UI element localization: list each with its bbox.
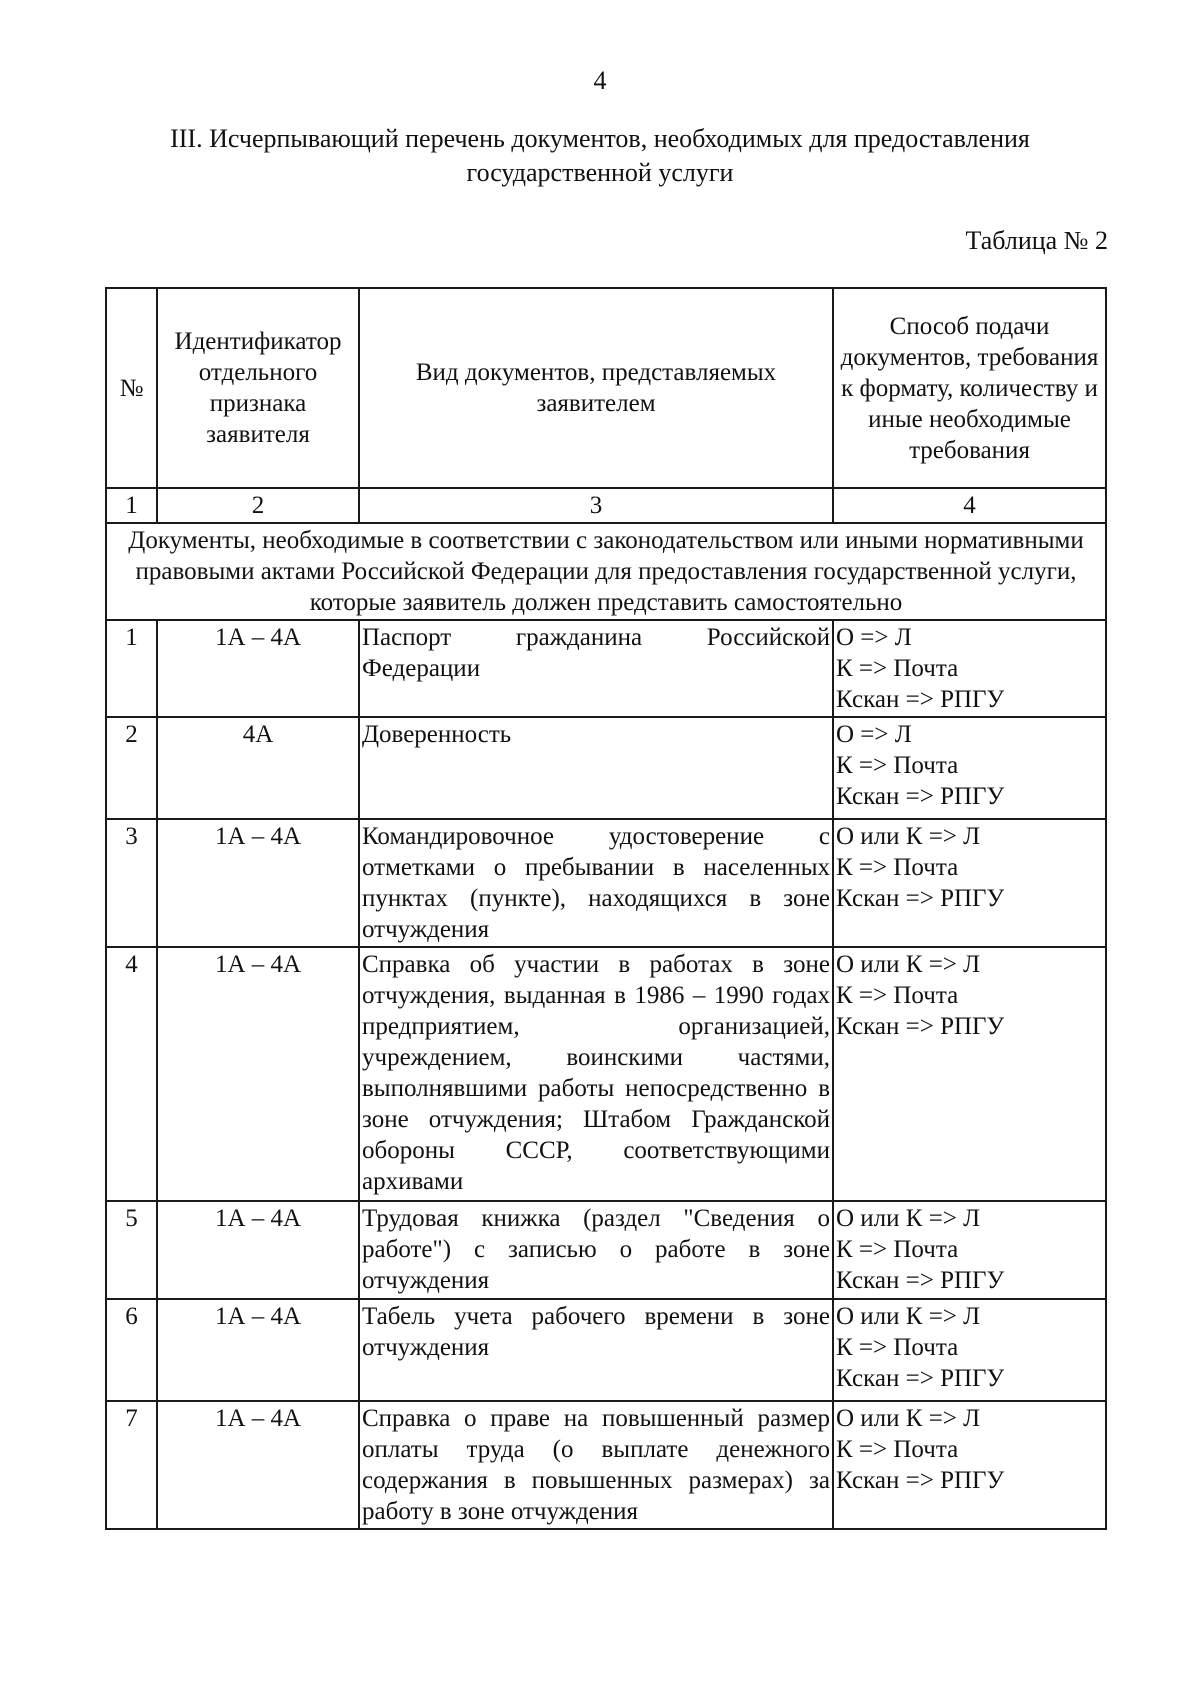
row-number: 2 <box>106 717 157 819</box>
column-numbers-row <box>106 488 1106 523</box>
column-number: 1 <box>106 488 157 523</box>
submission-method-line: Кскан => РПГУ <box>836 885 1005 912</box>
row-submission-method <box>833 620 1106 717</box>
table-caption: Таблица № 2 <box>965 226 1108 255</box>
row-document-type: Командировочное удостоверение с отметками о пребывании в населенных пунктах (пункте), находящихся в зоне отчуждения <box>359 819 833 947</box>
row-document-type: Паспорт гражданина Российской Федерации <box>359 620 833 717</box>
column-number: 3 <box>359 488 833 523</box>
row-applicant-id: 1А – 4А <box>157 819 359 947</box>
submission-method-line: О => Л <box>836 624 912 651</box>
row-document-type: Трудовая книжка (раздел "Сведения о работе") с записью о работе в зоне отчуждения <box>359 1201 833 1299</box>
submission-method-line: О или К => Л <box>836 1405 981 1432</box>
row-applicant-id: 1А – 4А <box>157 1201 359 1299</box>
column-number: 4 <box>833 488 1106 523</box>
submission-method-line: О или К => Л <box>836 1303 981 1330</box>
header-submission-method: Способ подачи документов, требования к формату, количеству и иные необходимые требования <box>833 288 1106 488</box>
row-applicant-id: 1А – 4А <box>157 620 359 717</box>
row-number: 3 <box>106 819 157 947</box>
documents-table <box>105 287 1107 1530</box>
row-submission-method <box>833 1201 1106 1299</box>
row-applicant-id: 1А – 4А <box>157 1299 359 1401</box>
submission-method-line: О или К => Л <box>836 951 981 978</box>
table-row <box>106 620 1106 717</box>
submission-method-line: К => Почта <box>836 982 959 1009</box>
submission-method-line: К => Почта <box>836 1334 959 1361</box>
section-title <box>100 122 1100 190</box>
submission-method-line: Кскан => РПГУ <box>836 783 1005 810</box>
section-heading: Документы, необходимые в соответствии с законодательством или иными нормативными правовыми актами Российской Федерации для предоставления государственной услуги, которые заявитель должен представить самостоятельно <box>106 523 1106 620</box>
row-document-type: Табель учета рабочего времени в зоне отчуждения <box>359 1299 833 1401</box>
header-document-type: Вид документов, представляемых заявителем <box>359 288 833 488</box>
row-applicant-id: 4А <box>157 717 359 819</box>
submission-method-line: О или К => Л <box>836 823 981 850</box>
table-row <box>106 947 1106 1201</box>
submission-method-line: К => Почта <box>836 1236 959 1263</box>
table-row <box>106 717 1106 819</box>
table-row <box>106 1401 1106 1529</box>
submission-method-line: Кскан => РПГУ <box>836 686 1005 713</box>
row-number: 4 <box>106 947 157 1201</box>
row-document-type: Доверенность <box>359 717 833 819</box>
header-applicant-id: Идентификатор отдельного признака заявителя <box>157 288 359 488</box>
column-number: 2 <box>157 488 359 523</box>
row-submission-method <box>833 947 1106 1201</box>
row-document-type: Справка об участии в работах в зоне отчуждения, выданная в 1986 – 1990 годах предприятием, организацией, учреждением, воинскими частями, выполнявшими работы непосредственно в зоне отчуждения; Штабом Гражданской обороны СССР, соответствующими архивами <box>359 947 833 1201</box>
submission-method-line: Кскан => РПГУ <box>836 1467 1005 1494</box>
section-heading-row <box>106 523 1106 620</box>
row-number: 1 <box>106 620 157 717</box>
row-number: 5 <box>106 1201 157 1299</box>
row-document-type: Справка о праве на повышенный размер оплаты труда (о выплате денежного содержания в повышенных размерах) за работу в зоне отчуждения <box>359 1401 833 1529</box>
section-title-line: III. Исчерпывающий перечень документов, необходимых для предоставления <box>170 124 1030 153</box>
submission-method-line: К => Почта <box>836 752 959 779</box>
row-number: 6 <box>106 1299 157 1401</box>
table-row <box>106 1299 1106 1401</box>
row-applicant-id: 1А – 4А <box>157 947 359 1201</box>
page-number: 4 <box>593 66 607 95</box>
table-row <box>106 1201 1106 1299</box>
row-submission-method <box>833 1401 1106 1529</box>
submission-method-line: О => Л <box>836 721 912 748</box>
submission-method-line: Кскан => РПГУ <box>836 1267 1005 1294</box>
submission-method-line: К => Почта <box>836 854 959 881</box>
submission-method-line: О или К => Л <box>836 1205 981 1232</box>
header-number: № <box>106 288 157 488</box>
submission-method-line: Кскан => РПГУ <box>836 1365 1005 1392</box>
row-submission-method <box>833 819 1106 947</box>
table-body <box>106 288 1106 1529</box>
header-row <box>106 288 1106 488</box>
row-submission-method <box>833 1299 1106 1401</box>
submission-method-line: К => Почта <box>836 655 959 682</box>
submission-method-line: К => Почта <box>836 1436 959 1463</box>
section-title-line: государственной услуги <box>466 158 734 187</box>
row-number: 7 <box>106 1401 157 1529</box>
submission-method-line: Кскан => РПГУ <box>836 1013 1005 1040</box>
row-applicant-id: 1А – 4А <box>157 1401 359 1529</box>
table-row <box>106 819 1106 947</box>
row-submission-method <box>833 717 1106 819</box>
